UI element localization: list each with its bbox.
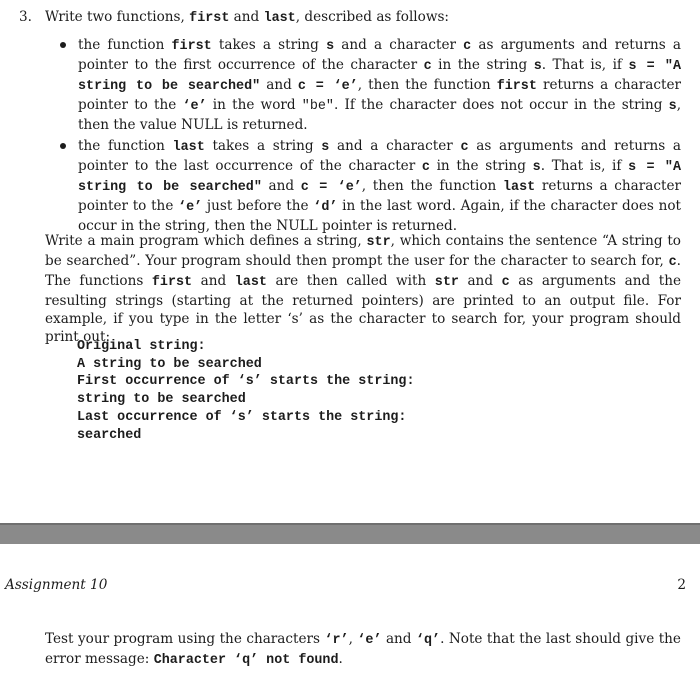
page-separator-edge: [0, 523, 700, 525]
output-line: First occurrence of ‘s’ starts the string:: [77, 374, 415, 390]
example-output-block: [77, 338, 415, 444]
main-program-paragraph: Write a main program which defines a string, str, which contains the sentence “A string to be searched”. Your program should then prompt the user for the character to search for, c. The functions first and last are then called with str and c as arguments and the resulting strings (starting at the returned pointers) are printed to an output file. For example, if you type in the letter ‘s’ as the character to search for, your program should print out:: [45, 233, 681, 345]
output-line: A string to be searched: [77, 356, 262, 372]
running-header-title: Assignment 10: [5, 577, 108, 593]
test-instructions-paragraph: Test your program using the characters ‘r’, ‘e’ and ‘q’. Note that the last should give the error message: Character ‘q’ not found.: [45, 631, 681, 668]
page-separator: [0, 523, 700, 544]
output-line: string to be searched: [77, 392, 246, 408]
question-heading: 3. Write two functions, first and last, described as follows:: [19, 9, 450, 26]
bullet-first-function: the function first takes a string s and a character c as arguments and returns a pointer to the first occurrence of the character c in the string s. That is, if s = "A string to be searched" and c = ‘e’, then the function first returns a character pointer to the ‘e’ in the word "be". If the character does not occur in the string s, then the value NULL is returned.: [58, 36, 681, 134]
question-number: 3.: [19, 9, 32, 25]
output-line: Last occurrence of ‘s’ starts the string:: [77, 409, 407, 425]
bullet-icon: [60, 42, 66, 48]
bullet-icon: [60, 143, 66, 149]
output-line: searched: [77, 427, 142, 443]
output-line: Original string:: [77, 339, 206, 354]
function-descriptions: [58, 36, 681, 238]
bullet-last-function: the function last takes a string s and a character c as arguments and returns a pointer to the last occurrence of the character c in the string s. That is, if s = "A string to be searched" and c = ‘e’, then the function last returns a character pointer to the ‘e’ just before the ‘d’ in the last word. Again, if the character does not occur in the string, then the NULL pointer is returned.: [58, 137, 681, 235]
page-number: 2: [677, 577, 686, 593]
